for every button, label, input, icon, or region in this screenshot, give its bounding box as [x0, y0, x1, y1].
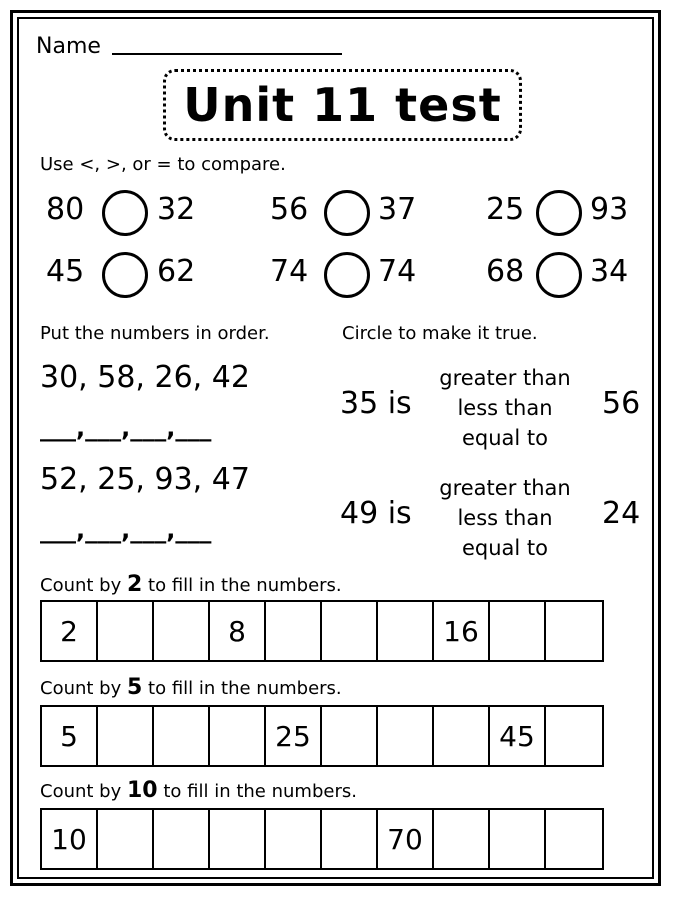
compare-instruction: Use <, >, or = to compare.	[40, 154, 286, 175]
count-cell[interactable]	[490, 810, 546, 868]
order-answer-blanks[interactable]: ___,___,___,___	[40, 516, 212, 544]
page-title: Unit 11 test	[183, 78, 502, 132]
choice-option[interactable]: equal to	[461, 536, 549, 560]
count-cell[interactable]	[154, 602, 210, 660]
compare-left-number: 74	[270, 254, 309, 289]
compare-circle[interactable]	[102, 190, 148, 236]
count-cell[interactable]	[322, 810, 378, 868]
choice-option[interactable]: less than	[457, 396, 553, 420]
compare-circle[interactable]	[324, 190, 370, 236]
choice-option[interactable]: greater than	[439, 366, 571, 390]
statement-left: 35 is	[340, 386, 412, 421]
compare-circle[interactable]	[324, 252, 370, 298]
compare-left-number: 45	[46, 254, 85, 289]
compare-right-number: 37	[378, 192, 417, 227]
count-cell[interactable]	[154, 810, 210, 868]
count-cell[interactable]	[98, 602, 154, 660]
count-by-prefix: Count by	[40, 781, 122, 802]
count-cell[interactable]	[434, 707, 490, 765]
count-cell[interactable]	[210, 707, 266, 765]
statement-left: 49 is	[340, 496, 412, 531]
compare-left-number: 25	[486, 192, 525, 227]
count-cell[interactable]	[98, 810, 154, 868]
compare-left-number: 68	[486, 254, 525, 289]
title-box	[163, 69, 522, 141]
compare-right-number: 93	[590, 192, 629, 227]
order-instruction: Put the numbers in order.	[40, 323, 270, 344]
count-cell[interactable]	[210, 810, 266, 868]
compare-circle[interactable]	[102, 252, 148, 298]
statement-right: 56	[602, 386, 641, 421]
count-by-step: 5	[127, 675, 143, 700]
count-by-prefix: Count by	[40, 678, 122, 699]
order-answer-blanks[interactable]: ___,___,___,___	[40, 414, 212, 442]
count-cell[interactable]: 10	[42, 810, 98, 868]
count-cell[interactable]	[154, 707, 210, 765]
compare-right-number: 32	[157, 192, 196, 227]
compare-right-number: 62	[157, 254, 196, 289]
count-cell[interactable]: 45	[490, 707, 546, 765]
count-by-label	[40, 572, 342, 597]
count-cell[interactable]	[266, 602, 322, 660]
count-cell[interactable]	[378, 602, 434, 660]
circle-true-instruction: Circle to make it true.	[342, 323, 538, 344]
order-number-set: 52, 25, 93, 47	[40, 462, 250, 497]
compare-circle[interactable]	[536, 252, 582, 298]
compare-circle[interactable]	[536, 190, 582, 236]
count-cell[interactable]	[266, 810, 322, 868]
count-by-step: 2	[127, 572, 143, 597]
count-cell[interactable]: 2	[42, 602, 98, 660]
count-cell[interactable]	[434, 810, 490, 868]
count-by-label	[40, 778, 357, 803]
choice-option[interactable]: greater than	[439, 476, 571, 500]
count-cell[interactable]	[546, 810, 602, 868]
count-cell[interactable]	[322, 602, 378, 660]
compare-left-number: 56	[270, 192, 309, 227]
count-cell[interactable]	[490, 602, 546, 660]
count-cell[interactable]	[546, 602, 602, 660]
count-cell[interactable]	[98, 707, 154, 765]
count-by-suffix: to fill in the numbers.	[148, 575, 342, 596]
count-cell[interactable]: 70	[378, 810, 434, 868]
order-number-set: 30, 58, 26, 42	[40, 360, 250, 395]
compare-left-number: 80	[46, 192, 85, 227]
count-cell[interactable]: 5	[42, 707, 98, 765]
count-cell[interactable]: 8	[210, 602, 266, 660]
name-label: Name	[36, 34, 101, 59]
count-cell[interactable]	[378, 707, 434, 765]
choice-option[interactable]: equal to	[461, 426, 549, 450]
compare-right-number: 74	[378, 254, 417, 289]
statement-right: 24	[602, 496, 641, 531]
count-grid	[40, 600, 604, 662]
count-grid	[40, 705, 604, 767]
choice-option[interactable]: less than	[457, 506, 553, 530]
count-by-suffix: to fill in the numbers.	[163, 781, 357, 802]
compare-right-number: 34	[590, 254, 629, 289]
count-by-step: 10	[127, 778, 158, 803]
count-by-suffix: to fill in the numbers.	[148, 678, 342, 699]
count-grid	[40, 808, 604, 870]
count-cell[interactable]: 25	[266, 707, 322, 765]
count-cell[interactable]	[546, 707, 602, 765]
count-by-prefix: Count by	[40, 575, 122, 596]
count-by-label	[40, 675, 342, 700]
name-field[interactable]	[112, 53, 342, 55]
count-cell[interactable]	[322, 707, 378, 765]
count-cell[interactable]: 16	[434, 602, 490, 660]
